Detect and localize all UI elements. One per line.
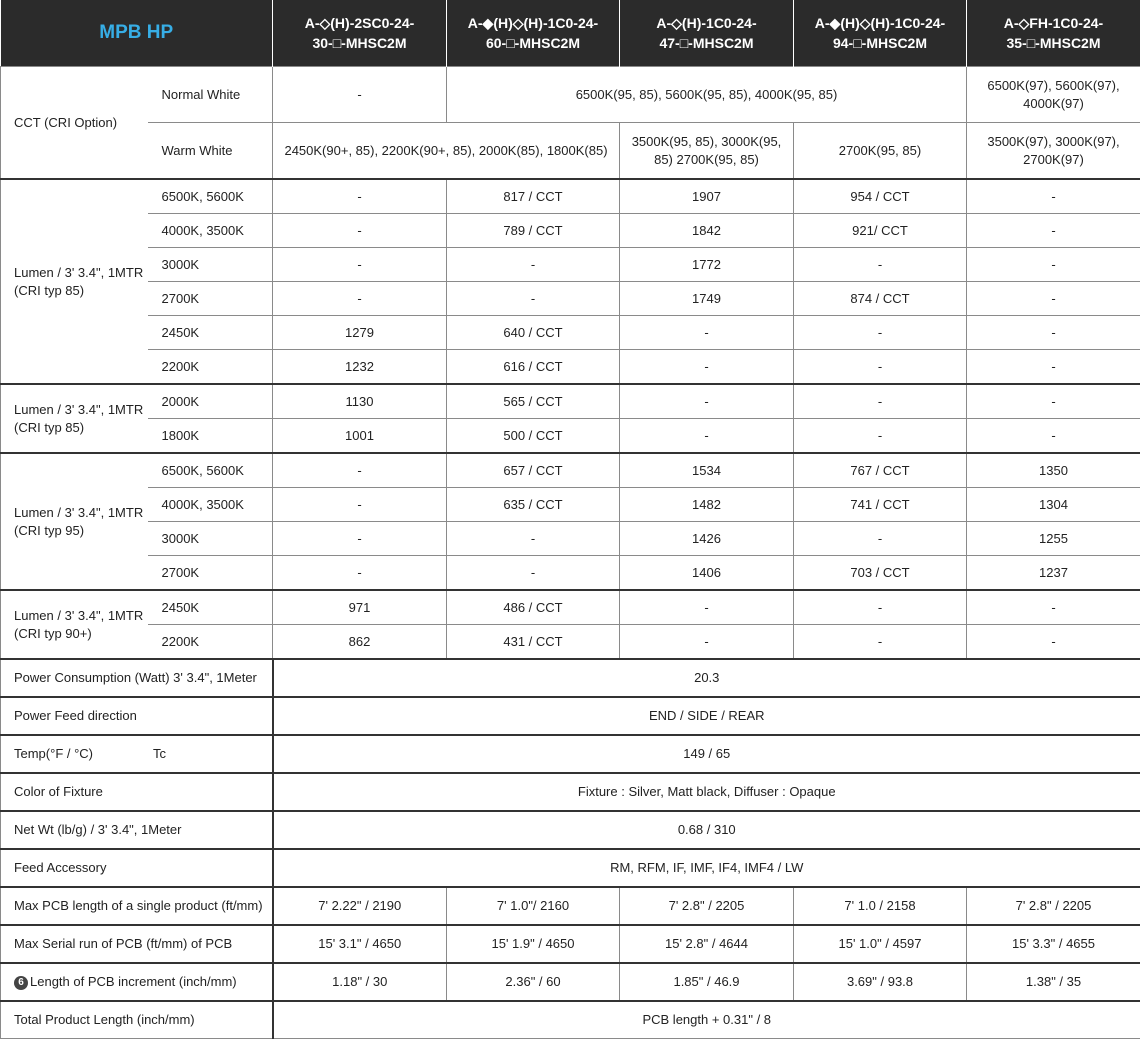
- brand-title: MPB HP: [1, 0, 273, 67]
- lumen-cct-label: 4000K, 3500K: [148, 214, 273, 248]
- spec-value: 7' 2.22" / 2190: [273, 887, 447, 925]
- number-six-marker-icon: 6: [14, 976, 28, 990]
- lumen-row: [1, 625, 1140, 660]
- spec-row-weight: [1, 811, 1140, 849]
- spec-row-feed-direction: [1, 697, 1140, 735]
- lumen-value: -: [967, 316, 1140, 350]
- lumen-value: -: [447, 282, 620, 316]
- spec-value: RM, RFM, IF, IMF, IF4, IMF4 / LW: [273, 849, 1140, 887]
- lumen-value: -: [273, 488, 447, 522]
- spec-value: 1.85" / 46.9: [620, 963, 794, 1001]
- spec-label: Power Feed direction: [1, 697, 273, 735]
- spec-value: 15' 1.9" / 4650: [447, 925, 620, 963]
- lumen-value: -: [967, 179, 1140, 214]
- spec-value: 15' 2.8" / 4644: [620, 925, 794, 963]
- spec-label: [1, 735, 273, 773]
- table-cell: 6500K(95, 85), 5600K(95, 85), 4000K(95, 85): [447, 67, 967, 123]
- lumen-cct-label: 2450K: [148, 590, 273, 625]
- header-row: [1, 0, 1140, 67]
- model-header: A-◇(H)-2SC0-24- 30-□-MHSC2M: [273, 0, 447, 67]
- lumen-cct-label: 2200K: [148, 625, 273, 660]
- lumen-value: 1237: [967, 556, 1140, 591]
- spec-row-color: [1, 773, 1140, 811]
- lumen-value: 817 / CCT: [447, 179, 620, 214]
- table-cell: 6500K(97), 5600K(97), 4000K(97): [967, 67, 1140, 123]
- lumen-value: 1304: [967, 488, 1140, 522]
- lumen-value: -: [967, 384, 1140, 419]
- lumen-row: [1, 556, 1140, 591]
- spec-value: 20.3: [273, 659, 1140, 697]
- lumen-value: 616 / CCT: [447, 350, 620, 385]
- spec-value: END / SIDE / REAR: [273, 697, 1140, 735]
- lumen-value: -: [620, 590, 794, 625]
- model-header: A-◆(H)◇(H)-1C0-24- 94-□-MHSC2M: [794, 0, 967, 67]
- lumen-value: 431 / CCT: [447, 625, 620, 660]
- lumen-cct-label: 1800K: [148, 419, 273, 454]
- lumen-cct-label: 6500K, 5600K: [148, 453, 273, 488]
- spec-value: 7' 1.0 / 2158: [794, 887, 967, 925]
- lumen-value: 1482: [620, 488, 794, 522]
- lumen-row: [1, 350, 1140, 385]
- spec-row-max-pcb: [1, 887, 1140, 925]
- spec-value: 15' 3.1" / 4650: [273, 925, 447, 963]
- tc-label: Tc: [153, 745, 166, 763]
- spec-row-temp: [1, 735, 1140, 773]
- lumen-row: [1, 179, 1140, 214]
- spec-value: Fixture : Silver, Matt black, Diffuser : Opaque: [273, 773, 1140, 811]
- spec-label: Feed Accessory: [1, 849, 273, 887]
- lumen-group-label: Lumen / 3' 3.4", 1MTR (CRI typ 85): [1, 179, 148, 384]
- lumen-value: 657 / CCT: [447, 453, 620, 488]
- spec-label: Color of Fixture: [1, 773, 273, 811]
- lumen-value: 921/ CCT: [794, 214, 967, 248]
- model-header: A-◇FH-1C0-24- 35-□-MHSC2M: [967, 0, 1140, 67]
- spec-row-power: [1, 659, 1140, 697]
- table-cell: -: [273, 67, 447, 123]
- lumen-value: -: [794, 316, 967, 350]
- lumen-value: -: [273, 214, 447, 248]
- lumen-value: -: [620, 384, 794, 419]
- spec-value: 3.69" / 93.8: [794, 963, 967, 1001]
- temp-label: Temp(°F / °C): [14, 746, 93, 761]
- lumen-value: -: [447, 248, 620, 282]
- lumen-value: -: [967, 350, 1140, 385]
- lumen-cct-label: 2000K: [148, 384, 273, 419]
- cct-warm-label: Warm White: [148, 123, 273, 180]
- spec-row-max-serial: [1, 925, 1140, 963]
- lumen-value: 1772: [620, 248, 794, 282]
- lumen-value: 1406: [620, 556, 794, 591]
- lumen-value: 862: [273, 625, 447, 660]
- lumen-value: 1001: [273, 419, 447, 454]
- lumen-group-label: Lumen / 3' 3.4", 1MTR (CRI typ 95): [1, 453, 148, 590]
- lumen-value: 486 / CCT: [447, 590, 620, 625]
- lumen-cct-label: 2450K: [148, 316, 273, 350]
- spec-label: Max Serial run of PCB (ft/mm) of PCB: [1, 925, 273, 963]
- lumen-section: [1, 179, 1140, 659]
- lumen-row: [1, 214, 1140, 248]
- lumen-value: -: [794, 384, 967, 419]
- lumen-row: [1, 316, 1140, 350]
- lumen-value: 1279: [273, 316, 447, 350]
- lumen-value: -: [447, 522, 620, 556]
- lumen-row: [1, 453, 1140, 488]
- spec-label: Max PCB length of a single product (ft/mm): [1, 887, 273, 925]
- spec-label: Power Consumption (Watt) 3' 3.4", 1Meter: [1, 659, 273, 697]
- lumen-value: 1842: [620, 214, 794, 248]
- lumen-cct-label: 2200K: [148, 350, 273, 385]
- spec-value: 0.68 / 310: [273, 811, 1140, 849]
- lumen-value: -: [273, 556, 447, 591]
- lumen-value: -: [967, 419, 1140, 454]
- lumen-value: 789 / CCT: [447, 214, 620, 248]
- lumen-value: -: [967, 590, 1140, 625]
- model-header: A-◇(H)-1C0-24- 47-□-MHSC2M: [620, 0, 794, 67]
- lumen-value: -: [447, 556, 620, 591]
- lumen-value: -: [273, 282, 447, 316]
- lumen-row: [1, 522, 1140, 556]
- lumen-value: -: [620, 419, 794, 454]
- lumen-value: 1130: [273, 384, 447, 419]
- lumen-cct-label: 2700K: [148, 556, 273, 591]
- spec-label: Net Wt (lb/g) / 3' 3.4", 1Meter: [1, 811, 273, 849]
- lumen-value: 1426: [620, 522, 794, 556]
- lumen-cct-label: 4000K, 3500K: [148, 488, 273, 522]
- lumen-value: -: [794, 248, 967, 282]
- spec-value: 2.36" / 60: [447, 963, 620, 1001]
- increment-label: Length of PCB increment (inch/mm): [30, 974, 237, 989]
- model-header: A-◆(H)◇(H)-1C0-24- 60-□-MHSC2M: [447, 0, 620, 67]
- cct-normal-label: Normal White: [148, 67, 273, 123]
- spec-label: [1, 963, 273, 1001]
- table-cell: 2450K(90+, 85), 2200K(90+, 85), 2000K(85), 1800K(85): [273, 123, 620, 180]
- lumen-value: 1907: [620, 179, 794, 214]
- lumen-value: -: [967, 248, 1140, 282]
- lumen-cct-label: 6500K, 5600K: [148, 179, 273, 214]
- lumen-value: -: [794, 590, 967, 625]
- cct-warm-row: [1, 123, 1140, 180]
- cct-normal-row: [1, 67, 1140, 123]
- lumen-value: 640 / CCT: [447, 316, 620, 350]
- lumen-cct-label: 3000K: [148, 522, 273, 556]
- cct-label: CCT (CRI Option): [1, 67, 148, 180]
- lumen-value: 1255: [967, 522, 1140, 556]
- lumen-value: -: [620, 316, 794, 350]
- lumen-group-label: Lumen / 3' 3.4", 1MTR (CRI typ 85): [1, 384, 148, 453]
- lumen-value: -: [794, 350, 967, 385]
- lumen-value: 635 / CCT: [447, 488, 620, 522]
- lumen-value: 500 / CCT: [447, 419, 620, 454]
- spec-value: 1.18" / 30: [273, 963, 447, 1001]
- lumen-row: [1, 419, 1140, 454]
- spec-label: Total Product Length (inch/mm): [1, 1001, 273, 1039]
- table-cell: 3500K(97), 3000K(97), 2700K(97): [967, 123, 1140, 180]
- lumen-group-label: Lumen / 3' 3.4", 1MTR (CRI typ 90+): [1, 590, 148, 659]
- lumen-cct-label: 2700K: [148, 282, 273, 316]
- lumen-value: 971: [273, 590, 447, 625]
- lumen-cct-label: 3000K: [148, 248, 273, 282]
- spec-value: PCB length + 0.31" / 8: [273, 1001, 1140, 1039]
- lumen-row: [1, 488, 1140, 522]
- lumen-value: -: [967, 625, 1140, 660]
- lumen-value: -: [620, 625, 794, 660]
- lumen-row: [1, 282, 1140, 316]
- lumen-value: 1534: [620, 453, 794, 488]
- lumen-row: [1, 590, 1140, 625]
- lumen-value: -: [967, 282, 1140, 316]
- spec-value: 15' 3.3" / 4655: [967, 925, 1140, 963]
- spec-row-increment: [1, 963, 1140, 1001]
- lumen-value: 1232: [273, 350, 447, 385]
- lumen-value: -: [794, 625, 967, 660]
- spec-value: 7' 2.8" / 2205: [620, 887, 794, 925]
- spec-value: 149 / 65: [273, 735, 1140, 773]
- spec-value: 1.38" / 35: [967, 963, 1140, 1001]
- lumen-value: 565 / CCT: [447, 384, 620, 419]
- lumen-value: 741 / CCT: [794, 488, 967, 522]
- lumen-value: -: [273, 453, 447, 488]
- lumen-value: 703 / CCT: [794, 556, 967, 591]
- spec-value: 7' 1.0"/ 2160: [447, 887, 620, 925]
- lumen-row: [1, 384, 1140, 419]
- lumen-value: 954 / CCT: [794, 179, 967, 214]
- lumen-value: 1350: [967, 453, 1140, 488]
- spec-value: 15' 1.0" / 4597: [794, 925, 967, 963]
- lumen-value: -: [967, 214, 1140, 248]
- lumen-value: -: [273, 179, 447, 214]
- lumen-value: -: [273, 248, 447, 282]
- spec-row-accessory: [1, 849, 1140, 887]
- lumen-value: -: [794, 522, 967, 556]
- lumen-row: [1, 248, 1140, 282]
- lumen-value: -: [620, 350, 794, 385]
- table-cell: 2700K(95, 85): [794, 123, 967, 180]
- lumen-value: 874 / CCT: [794, 282, 967, 316]
- table-cell: 3500K(95, 85), 3000K(95, 85) 2700K(95, 85): [620, 123, 794, 180]
- lumen-value: 767 / CCT: [794, 453, 967, 488]
- spec-value: 7' 2.8" / 2205: [967, 887, 1140, 925]
- lumen-value: -: [794, 419, 967, 454]
- spec-row-total: [1, 1001, 1140, 1039]
- lumen-value: 1749: [620, 282, 794, 316]
- lumen-value: -: [273, 522, 447, 556]
